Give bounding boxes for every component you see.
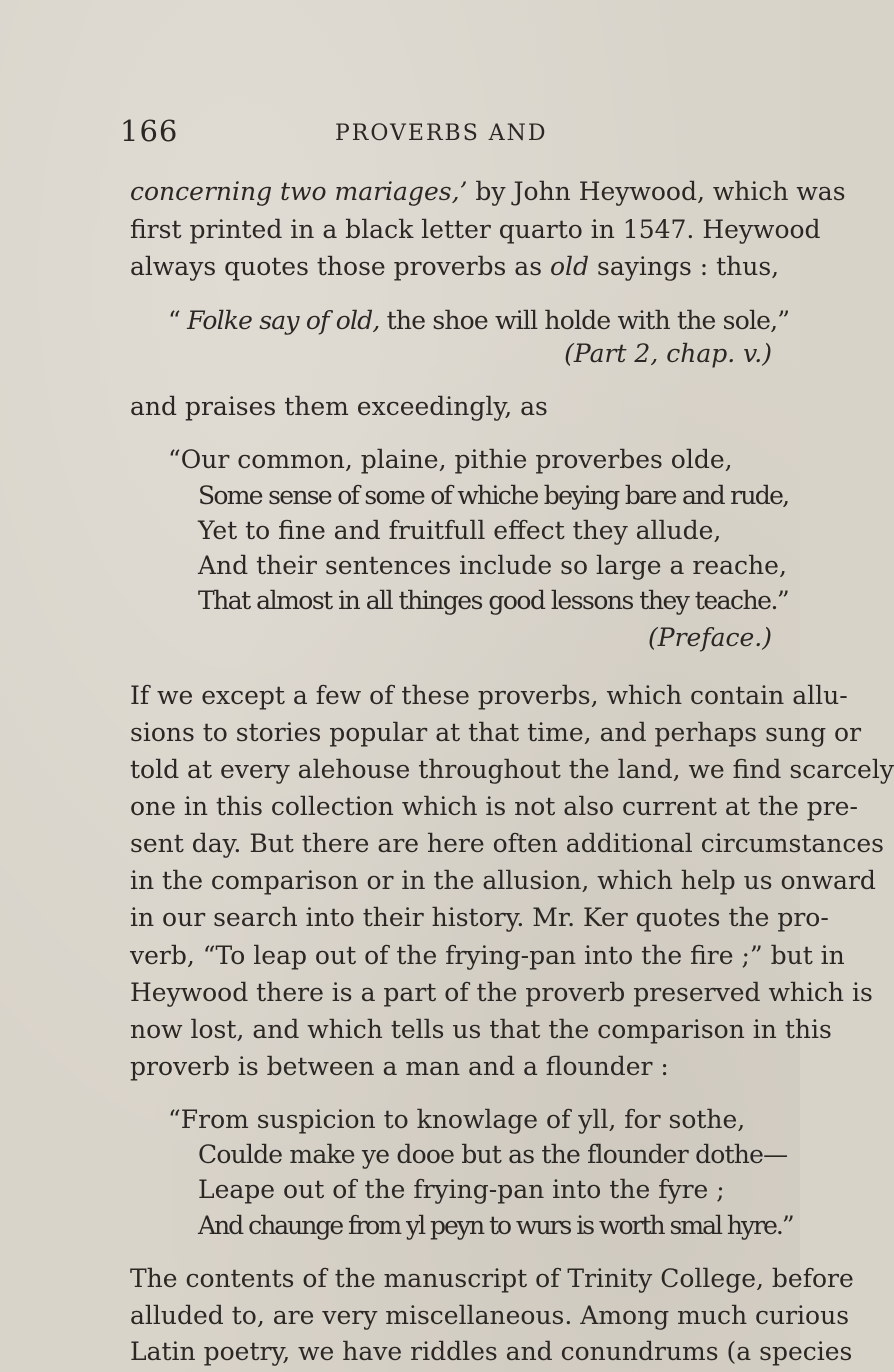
para3-line-5: sent day. But there are here often additional circumstances <box>130 829 885 858</box>
running-title: PROVERBS AND <box>335 121 548 146</box>
para1-italic-title: concerning two mariages,’ <box>130 177 468 206</box>
para1-line-2: first printed in a black letter quarto in 1547. Heywood <box>130 215 821 244</box>
quote1-citation <box>430 338 772 370</box>
para1-line-3-b: sayings : thus, <box>589 252 780 281</box>
quote3-line-4: And chaunge from yl peyn to wurs is worth smal hyre.” <box>198 1211 793 1240</box>
quote2-line-2: Some sense of some of whiche beying bare and rude, <box>198 481 789 510</box>
para4-line-1: The contents of the manuscript of Trinity College, before <box>130 1264 854 1293</box>
para1-line-1 <box>130 176 846 208</box>
para3-line-3: told at every alehouse throughout the land, we find scarcely <box>130 755 894 784</box>
quote2-line-4: And their sentences include so large a reache, <box>198 551 787 580</box>
quote1-rest: the shoe will holde with the sole,” <box>379 306 790 335</box>
para3-line-10: now lost, and which tells us that the comparison in this <box>130 1015 832 1044</box>
para1-italic-old: old <box>549 252 590 281</box>
para3-line-6: in the comparison or in the allusion, which help us onward <box>130 866 876 895</box>
quote1-open: “ <box>168 306 188 335</box>
quote3-line-2: Coulde make ye dooe but as the flounder dothe— <box>198 1140 788 1169</box>
para3-line-7: in our search into their history. Mr. Ker quotes the pro- <box>130 903 829 932</box>
quote1-italic: Folke say of old, <box>187 306 380 335</box>
quote1-citation-text: (Part 2, chap. v.) <box>564 339 772 368</box>
para4-line-3: Latin poetry, we have riddles and conundrums (a species <box>130 1337 853 1366</box>
quote2-citation <box>430 622 772 654</box>
para1-line-3 <box>130 251 779 283</box>
para3-line-1: If we except a few of these proverbs, which contain allu- <box>130 681 848 710</box>
quote2-line-5: That almost in all thinges good lessons they teache.” <box>198 586 789 615</box>
quote1-line <box>168 305 789 337</box>
page-number: 166 <box>120 114 179 148</box>
para3-line-11: proverb is between a man and a flounder : <box>130 1052 669 1081</box>
para2-line: and praises them exceedingly, as <box>130 392 548 421</box>
para3-line-8: verb, “To leap out of the frying-pan into the fire ;” but in <box>130 941 845 970</box>
quote3-line-1: “From suspicion to knowlage of yll, for sothe, <box>168 1105 746 1134</box>
quote2-citation-text: (Preface.) <box>648 623 772 652</box>
quote3-line-3: Leape out of the frying-pan into the fyre ; <box>198 1175 725 1204</box>
quote2-line-1: “Our common, plaine, pithie proverbes olde, <box>168 445 733 474</box>
para3-line-4: one in this collection which is not also current at the pre- <box>130 792 858 821</box>
para4-line-2: alluded to, are very miscellaneous. Among much curious <box>130 1301 850 1330</box>
para3-line-2: sions to stories popular at that time, and perhaps sung or <box>130 718 862 747</box>
para3-line-9: Heywood there is a part of the proverb preserved which is <box>130 978 873 1007</box>
quote2-line-3: Yet to fine and fruitfull effect they allude, <box>198 516 722 545</box>
para1-line-3-a: always quotes those proverbs as <box>130 252 550 281</box>
para1-line-1-rest: by John Heywood, which was <box>467 177 846 206</box>
